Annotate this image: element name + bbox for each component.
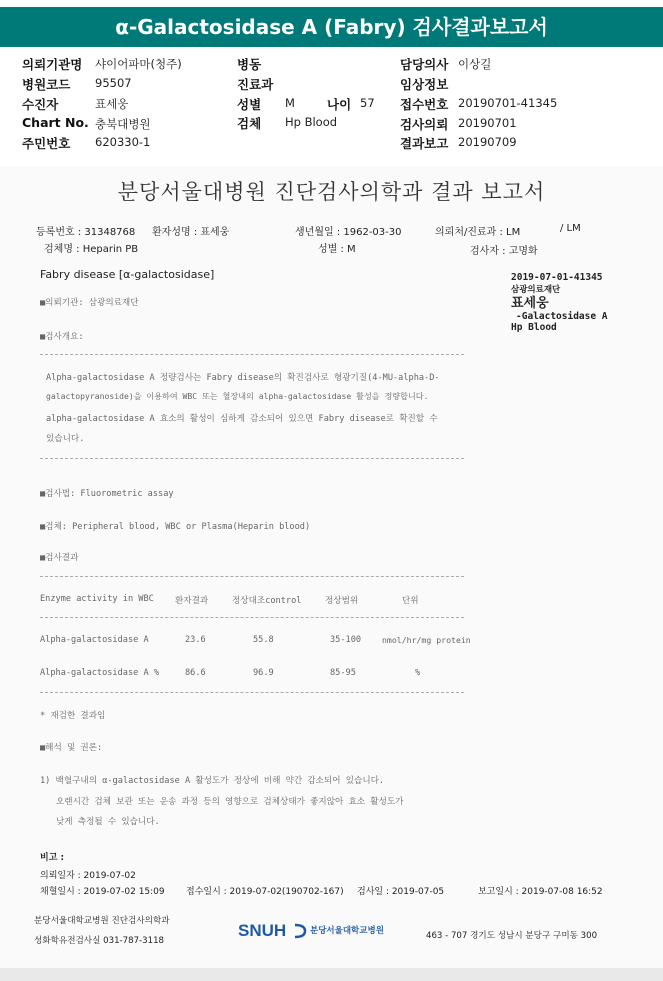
footer-telephone: 성화학유전검사실 031-787-3118 [34,936,165,946]
logo-subtitle: 분당서울대학교병원 [310,926,384,936]
institution-value: 샤이어파마(청주) [95,57,182,71]
result-report-label: 결과보고 [400,136,449,151]
birth-date: 생년월일 : 1962-03-30 [295,227,402,238]
logo-text: SNUH [238,921,287,940]
requesting-department-2: / LM [560,223,581,234]
interpretation-line: 1) 백혈구내의 α-galactosidase A 활성도가 정상에 비해 약간 감소되어 있습니다. [40,776,385,786]
table-header-control: 정상대조control [232,596,302,606]
table-header-range: 정상범위 [325,596,359,606]
hospital-code-label: 병원코드 [22,77,71,92]
table-header-enzyme: Enzyme activity in WBC [40,594,154,604]
specimen-name: 검체명 : Heparin PB [44,244,139,255]
chart-no-label: Chart No. [22,115,89,130]
overview-line: galactopyranoside)을 이용하여 WBC 또는 혈장내의 alpha-galactosidase 활성을 정량합니다. [46,391,429,401]
divider [40,617,464,618]
table-header-unit: 단위 [402,596,419,606]
institution-label: 의뢰기관명 [22,57,83,72]
sticker-test: -Galactosidase A [516,311,608,322]
clinical-info-label: 임상정보 [400,77,449,92]
table-cell: 35-100 [330,635,362,645]
doctor-label: 담당의사 [400,57,449,72]
department-label: 진료과 [237,77,274,92]
table-cell: 23.6 [185,635,206,645]
divider [40,458,464,459]
note-label: 비고 : [40,853,65,863]
overview-line: Alpha-galactosidase A 정량검사는 Fabry disease의 확진검사로 형광기질(4-MU-alpha-D- [46,373,440,383]
sticker-specimen: Hp Blood [511,322,557,333]
age-value: 57 [360,96,375,110]
request-label: 검사의뢰 [400,117,449,132]
request-date: 의뢰일자 : 2019-07-02 [40,871,136,881]
interpretation-line: 낮게 측정될 수 있습니다. [56,817,160,827]
result-heading: ■검사결과 [40,553,79,563]
resident-no-label: 주민번호 [22,136,71,151]
table-cell: % [415,668,421,678]
table-cell: Alpha-galactosidase A % [40,668,159,678]
divider [40,576,464,577]
registration-number: 등록번호 : 31348768 [36,227,136,238]
patient-name: 환자성명 : 표세웅 [152,227,230,238]
chart-no-value: 충북대병원 [95,117,151,131]
footer-organization: 분당서울대학교병원 진단검사의학과 [34,916,170,926]
report-title: 분당서울대병원 진단검사의학과 결과 보고서 [117,180,546,204]
request-value: 20190701 [458,116,517,130]
hospital-logo [238,920,390,944]
test-name: Fabry disease [α-galactosidase] [40,268,215,281]
table-cell: 85-95 [330,668,356,678]
page-title: α-Galactosidase A (Fabry) 검사결과보고서 [115,15,548,39]
scanned-report [0,166,663,981]
report-sex: 성별 : M [318,244,356,255]
table-cell: Alpha-galactosidase A [40,635,149,645]
requesting-department: 의뢰처/진료과 : LM [435,227,521,238]
patient-value: 표세웅 [95,97,129,111]
collection-datetime: 채혈일시 : 2019-07-02 15:09 [40,887,165,897]
sticker-receipt-no: 2019-07-01-41345 [511,272,603,283]
ward-label: 병동 [237,57,262,72]
table-cell: nmol/hr/mg protein [382,635,471,645]
doctor-value: 이상길 [458,57,492,71]
hospital-code-value: 95507 [95,76,132,90]
resident-no-value: 620330-1 [95,135,151,149]
institution-line: ■의뢰기관: 삼광의료재단 [40,298,139,308]
interpretation-line: 오랜시간 검체 보관 또는 운송 과정 등의 영향으로 검체상태가 좋지않아 효소 활성도가 [56,797,404,807]
table-header-patient: 환자결과 [175,596,209,606]
examiner: 검사자 : 고명화 [470,246,538,257]
result-report-value: 20190709 [458,135,517,149]
sex-value: M [285,96,295,110]
test-date: 검사일 : 2019-07-05 [357,887,445,897]
sex-label: 성별 [237,97,262,112]
overview-line: alpha-galactosidase A 효소의 활성이 심하게 감소되어 있으면 Fabry disease로 확진할 수 [46,414,438,424]
table-cell: 96.9 [253,668,274,678]
logo-mark-icon [293,923,307,939]
receipt-datetime: 접수일시 : 2019-07-02(190702-167) [186,887,344,897]
table-cell: 86.6 [185,668,206,678]
receipt-no-value: 20190701-41345 [458,96,558,110]
sample-line: ■검체: Peripheral blood, WBC or Plasma(Heparin blood) [40,522,311,532]
specimen-value: Hp Blood [285,115,338,129]
overview-heading: ■검사개요: [40,332,84,342]
table-cell: 55.8 [253,635,274,645]
specimen-label: 검체 [237,116,262,131]
sticker-patient: 표세웅 [511,296,549,311]
report-datetime: 보고일시 : 2019-07-08 16:52 [478,887,603,897]
divider [40,692,464,693]
overview-line: 있습니다. [46,434,85,444]
retest-note: * 재검한 결과임 [40,711,106,721]
interpretation-heading: ■해석 및 권론: [40,743,103,753]
hospital-address: 463 - 707 경기도 성남시 분당구 구미동 300 [426,931,598,941]
divider [40,354,464,355]
age-label: 나이 [327,97,352,112]
receipt-no-label: 접수번호 [400,97,449,112]
method-line: ■검사법: Fluorometric assay [40,489,174,499]
patient-label: 수진자 [22,97,59,112]
bottom-strip [0,968,663,981]
sticker-org: 삼광의료재단 [511,285,561,295]
